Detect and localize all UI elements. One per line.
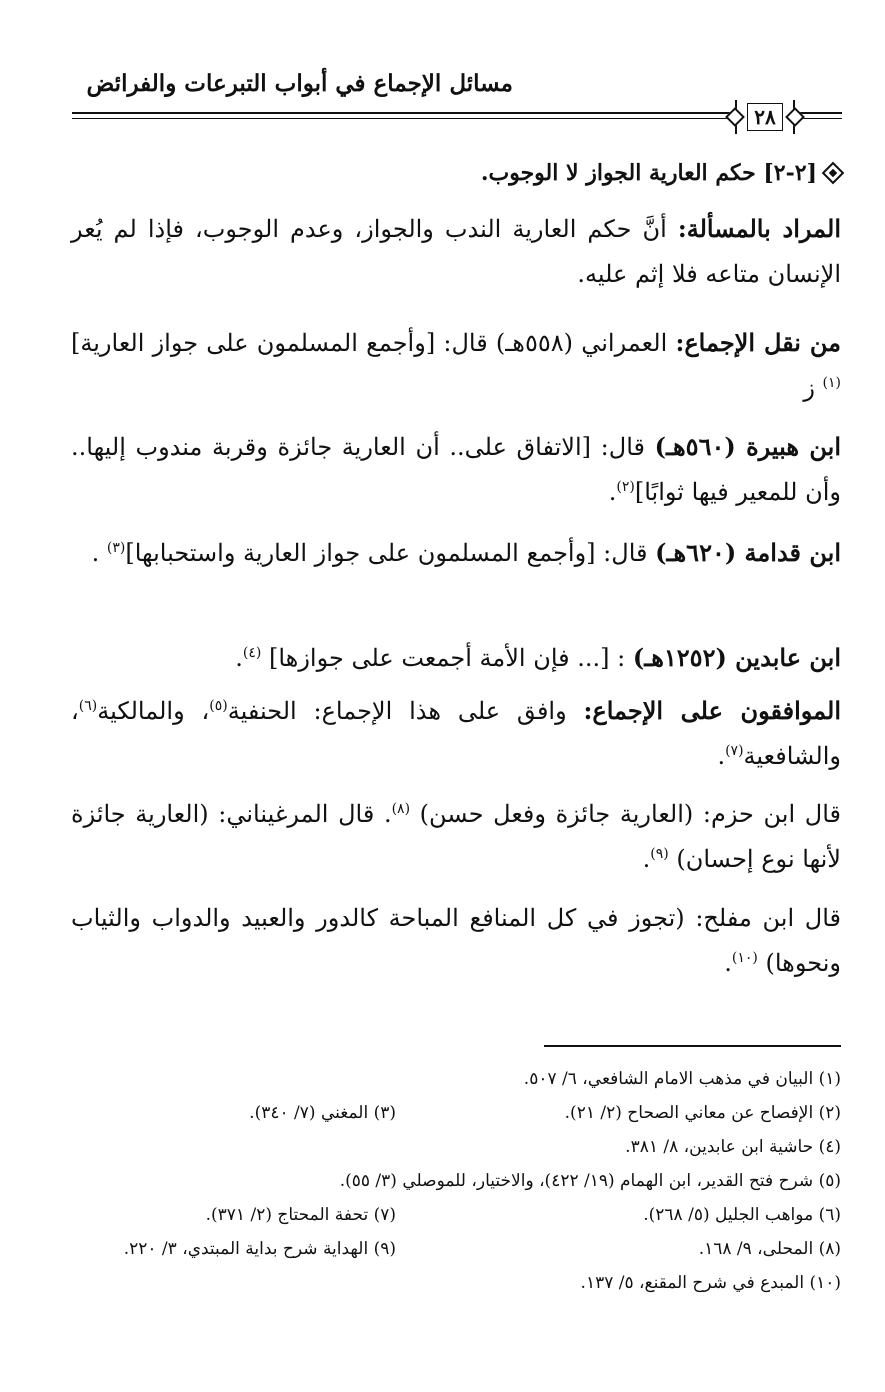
footnote-line bbox=[71, 1198, 841, 1232]
footnote-marker: (٦) bbox=[78, 698, 98, 714]
running-title: مسائل الإجماع في أبواب التبرعات والفرائض bbox=[86, 70, 513, 97]
footnote-item: (٧) تحفة المحتاج (٢/ ٣٧١). bbox=[205, 1205, 396, 1225]
footnote-item: (٣) المغني (٧/ ٣٤٠). bbox=[249, 1103, 396, 1123]
paragraph-tail: . bbox=[235, 644, 243, 672]
paragraph-ibn-qudama bbox=[71, 530, 841, 576]
footnote-item: (٦) مواهب الجليل (٥/ ٢٦٨). bbox=[643, 1205, 841, 1225]
footnote-item: (٨) المحلى، ٩/ ١٦٨. bbox=[698, 1239, 841, 1259]
paragraph-lead: من نقل الإجماع: bbox=[675, 328, 842, 357]
footnote-item: (٥) شرح فتح القدير، ابن الهمام (١٩/ ٤٢٢)، والاختيار، للموصلي (٣/ ٥٥). bbox=[339, 1171, 841, 1191]
paragraph-text: قال: [وأجمع المسلمون على جواز العارية واستحبابها] bbox=[125, 539, 656, 567]
footnote-marker: (٤) bbox=[242, 645, 262, 661]
footnote-item: (٢) الإفصاح عن معاني الصحاح (٢/ ٢١). bbox=[564, 1103, 841, 1123]
footnote-line bbox=[71, 1130, 841, 1164]
footnote-line bbox=[71, 1062, 841, 1096]
paragraph-ibn-hubayra bbox=[71, 424, 841, 515]
paragraph-meaning bbox=[71, 206, 841, 297]
paragraph-ibn-hazm bbox=[71, 792, 841, 882]
paragraph-tail: . bbox=[91, 539, 107, 567]
paragraph-lead: الموافقون على الإجماع: bbox=[583, 696, 841, 725]
paragraph-consensus-source bbox=[71, 320, 841, 411]
footnote-separator bbox=[544, 1045, 841, 1047]
paragraph-lead: ابن عابدين (١٢٥٢هـ) bbox=[632, 643, 841, 672]
paragraph-text: أنَّ حكم العارية الندب والجواز، وعدم الوجوب، فإذا لم يُعر الإنسان متاعه فلا إثم عليه. bbox=[71, 215, 841, 288]
paragraph-ibn-abidin bbox=[71, 635, 841, 681]
footnote-marker: (١٠) bbox=[731, 950, 758, 966]
footnote-item: (٤) حاشية ابن عابدين، ٨/ ٣٨١. bbox=[625, 1137, 841, 1157]
page-number: ٢٨ bbox=[747, 103, 782, 131]
paragraph-text-mid: ، والمالكية bbox=[97, 697, 210, 725]
footnote-item: (١٠) المبدع في شرح المقنع، ٥/ ١٣٧. bbox=[580, 1273, 841, 1293]
paragraph-text: وافق على هذا الإجماع: الحنفية bbox=[227, 697, 584, 725]
paragraph-lead: ابن هبيرة (٥٦٠هـ) bbox=[654, 432, 842, 461]
paragraph-tail: . bbox=[642, 845, 651, 873]
footnote-item: (١) البيان في مذهب الامام الشافعي، ٦/ ٥٠٧. bbox=[523, 1069, 841, 1089]
paragraph-text: قال ابن مفلح: (تجوز في كل المنافع المباحة كالدور والعبيد والدواب والثياب ونحوها) bbox=[71, 904, 841, 977]
footnote-marker: (٥) bbox=[209, 698, 228, 714]
paragraph-text: قال ابن حزم: (العارية جائزة وفعل حسن) bbox=[410, 800, 841, 828]
footnote-marker: (١) bbox=[822, 375, 841, 391]
footnote-line bbox=[71, 1164, 841, 1198]
footnotes bbox=[71, 1062, 841, 1300]
paragraph-agreeing-schools bbox=[71, 688, 841, 779]
footnote-marker: (٧) bbox=[725, 743, 744, 759]
paragraph-tail: . bbox=[608, 478, 617, 506]
paragraph-text: : [... فإن الأمة أجمعت على جوازها] bbox=[261, 644, 633, 672]
footnote-marker: (٢) bbox=[616, 479, 635, 495]
paragraph-ibn-muflih bbox=[71, 896, 841, 986]
footnote-line bbox=[71, 1266, 841, 1300]
footnote-line bbox=[71, 1232, 841, 1266]
paragraph-tail: ز bbox=[803, 374, 823, 402]
section-heading bbox=[481, 160, 841, 186]
diamond-bullet-icon bbox=[822, 162, 845, 185]
footnote-marker: (٩) bbox=[650, 846, 669, 862]
footnote-marker: (٣) bbox=[106, 540, 126, 556]
paragraph-text-mid2: ، والشافعية bbox=[71, 697, 841, 770]
section-heading-text: [٢-٢] حكم العارية الجواز لا الوجوب. bbox=[480, 160, 817, 186]
paragraph-lead: المراد بالمسألة: bbox=[677, 214, 841, 243]
paragraph-text-mid: . قال المرغيناني: (العارية جائزة لأنها نوع إحسان) bbox=[71, 800, 841, 873]
paragraph-tail: . bbox=[717, 742, 726, 770]
paragraph-text: العمراني (٥٥٨هـ) قال: [وأجمع المسلمون على جواز العارية] bbox=[71, 329, 676, 357]
footnote-item: (٩) الهداية شرح بداية المبتدي، ٣/ ٢٢٠. bbox=[123, 1239, 396, 1259]
footnote-marker: (٨) bbox=[391, 801, 411, 817]
page-number-ornament bbox=[735, 100, 795, 134]
paragraph-lead: ابن قدامة (٦٢٠هـ) bbox=[655, 538, 841, 567]
footnote-line bbox=[71, 1096, 841, 1130]
paragraph-text: قال: [الاتفاق على.. أن العارية جائزة وقربة مندوب إليها.. وأن للمعير فيها ثوابًا] bbox=[71, 433, 841, 506]
paragraph-tail: . bbox=[724, 949, 732, 977]
